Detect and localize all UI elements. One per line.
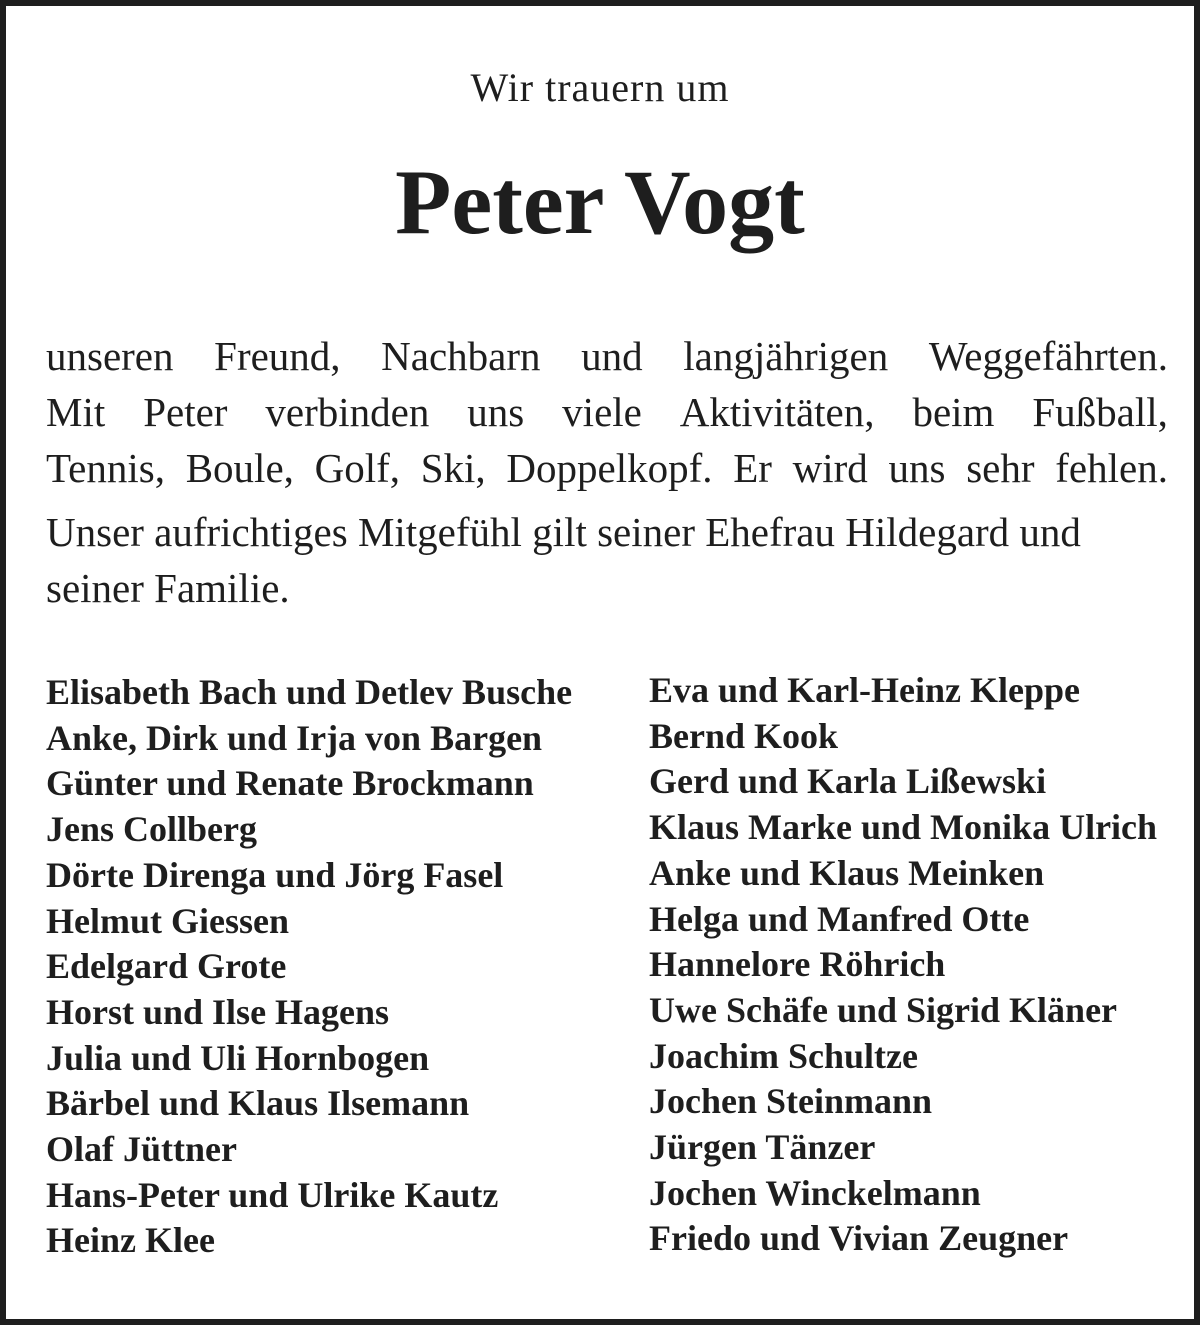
mourners-right-column [649,668,1157,1262]
mourner-entry: Eva und Karl-Heinz Kleppe [649,670,1081,710]
mourners-left-column [46,670,572,1264]
word: verbinden [265,389,430,435]
tribute-line [46,384,1168,440]
mourner-entry: Horst und Ilse Hagens [46,991,390,1032]
word: langjährigen [683,333,889,379]
mourner-entry: Jens Collberg [46,809,257,850]
condolence-line: Unser aufrichtiges Mitgefühl gilt seiner Ehefrau Hildegard und [46,509,1081,555]
word: fehlen. [1055,445,1168,491]
mourner-entry: Gerd und Karla Lißewski [649,761,1047,802]
mourner-entry: Friedo und Vivian Zeugner [649,1218,1069,1259]
word: Tennis, [46,445,165,491]
word: Mit [46,389,106,435]
word: beim [912,389,995,435]
mourner-entry: Bärbel und Klaus Ilsemann [46,1083,470,1124]
mourner-entry: Jochen Steinmann [649,1081,933,1122]
mourner-entry: Jürgen Tänzer [649,1127,876,1168]
word: Weggefährten. [928,333,1168,379]
tribute-line [46,328,1168,384]
mourner-entry: Klaus Marke und Monika Ulrich [649,807,1158,848]
word: Fußball, [1032,389,1168,435]
mourner-entry: Dörte Direnga und Jörg Fasel [46,854,504,895]
mourner-entry: Hans-Peter und Ulrike Kautz [46,1174,499,1215]
condolence-line: seiner Familie. [46,565,290,611]
word: unseren [46,333,174,379]
mourner-entry: Günter und Renate Brockmann [46,763,534,804]
word: Er [733,445,772,491]
word: Ski, [420,445,486,491]
word: uns [467,389,525,435]
word: uns [888,445,946,491]
word: Peter [143,389,228,435]
mourner-entry: Anke und Klaus Meinken [649,852,1045,893]
mourner-entry: Uwe Schäfe und Sigrid Kläner [649,989,1118,1030]
intro-text: Wir trauern um [470,65,730,110]
tribute-line [46,440,1168,496]
word: Nachbarn [381,333,541,379]
mourner-entry: Joachim Schultze [649,1035,918,1076]
word: und [581,333,643,379]
mourner-entry: Edelgard Grote [46,946,287,987]
tribute-paragraph [46,328,1168,496]
mourner-entry: Hannelore Röhrich [649,944,946,985]
word: viele [562,389,642,435]
mourner-entry: Jochen Winckelmann [649,1172,981,1213]
word: Boule, [185,445,294,491]
word: Freund, [214,333,341,379]
deceased-name: Peter Vogt [395,151,805,253]
mourner-entry: Helmut Giessen [46,900,289,941]
word: wird [792,445,868,491]
mourner-entry: Bernd Kook [649,715,839,756]
mourner-entry: Anke, Dirk und Irja von Bargen [46,717,543,758]
mourner-entry: Helga und Manfred Otte [649,898,1030,939]
word: Aktivitäten, [679,389,875,435]
word: Golf, [314,445,401,491]
word: sehr [966,445,1035,491]
mourner-entry: Julia und Uli Hornbogen [46,1037,430,1078]
word: Doppelkopf. [506,445,713,491]
mourner-entry: Heinz Klee [46,1220,215,1261]
mourner-entry: Olaf Jüttner [46,1129,237,1170]
condolence-paragraph [46,504,1168,616]
mourner-entry: Elisabeth Bach und Detlev Busche [46,672,573,712]
